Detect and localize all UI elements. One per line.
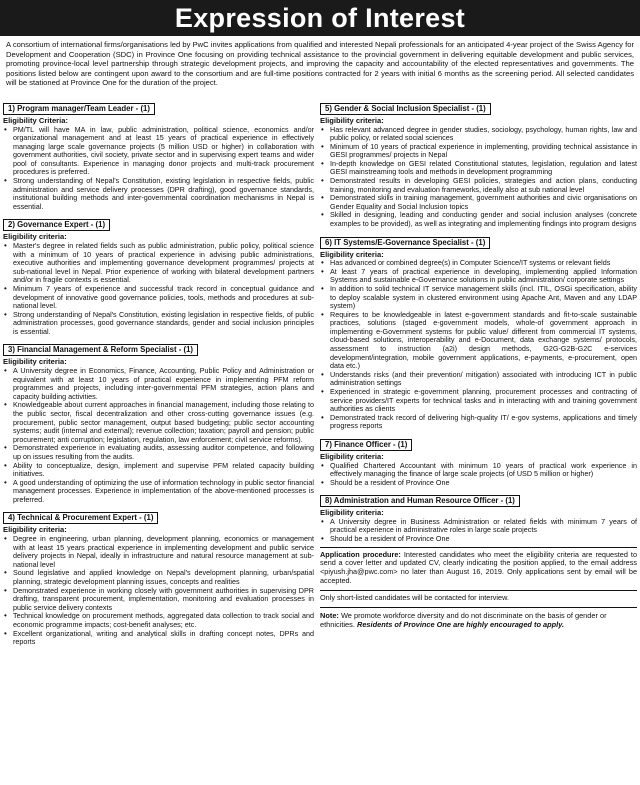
criteria-item: • A good understanding of optimizing the use of information technology in public sector financial management processes. Experience in implementation of the above-mentioned processes is preferred. <box>3 479 314 505</box>
note-label: Note: <box>320 610 339 620</box>
criteria-item: • Has relevant advanced degree in gender studies, sociology, psychology, human rights, law and public policy, or related social sciences <box>320 126 637 143</box>
criteria-item: • Degree in engineering, urban planning, development planning, economics or management with at least 15 years practical experience in implementing development and public service delivery projects in Nepal, ideally in infrastructure and natural resource management at sub-national level <box>3 535 314 569</box>
criteria-list <box>3 242 314 337</box>
criteria-list <box>3 367 314 505</box>
criteria-item: • Qualified Chartered Accountant with minimum 10 years of practical work experience in effectively managing the finance of large scale projects (of USD 5 million or higher) <box>320 462 637 479</box>
criteria-item: • Requires to be knowledgeable in latest e-government standards and fit-to-scale sustainable practices, solutions (staged e-government models, whole-of government approach in implementing e-Government systems for public value/ different from commercial IT systems, cloud-based solutions, interoperability and e-Document, data exchange systems/ protocols, assessment to instruction (a2i) design methods, G2G-G2B-G2C e-services development/integration, mobile government applications, e-payments, e-procurement, open data etc.) <box>320 311 637 371</box>
criteria-item: • Ability to conceptualize, design, implement and supervise PFM related capacity building initiatives. <box>3 462 314 479</box>
position-section <box>320 232 637 431</box>
eligibility-label: Eligibility criteria: <box>320 249 384 259</box>
criteria-item: • Demonstrated skills in training management, government authorities and civic organisations on Gender Equality and Social Inclusion topics <box>320 194 637 211</box>
eligibility-label: Eligibility criteria: <box>3 357 67 367</box>
eligibility-label: Eligibility criteria: <box>320 452 384 461</box>
position-heading: 2) Governance Expert - (1) <box>3 219 110 231</box>
application-procedure <box>320 551 637 586</box>
page-title: Expression of Interest <box>174 2 466 33</box>
position-section <box>3 98 314 211</box>
note-text: We promote workforce diversity and do not discriminate on the basis of gender or ethnicities. <box>320 610 607 629</box>
criteria-item: • Excellent organizational, writing and analytical skills in drafting concept notes, DPRs and reports <box>3 630 314 647</box>
criteria-item: • Master's degree in related fields such as public administration, public policy, political science with a minimum of 10 years of practical experience in advising public administrations, executive authorities and implementing governance development programmes/ projects at sub-national level in Nepal. Prior experience of working with bilateral development partners and/or in fragile contexts is essential. <box>3 242 314 285</box>
criteria-item: • Knowledgeable about current approaches in financial management, including those relating to the public sector, fiscal decentralization and other cross-cutting governance issues (e.g. procurement, public sector management, output based budgeting; public sector accounting systems; audit (internal and external); revenue collection; taxation; payroll and pension; public procurement; anti corruption; legislation, regulation, law enforcement; civil service reforms). <box>3 401 314 444</box>
right-sections <box>320 98 637 544</box>
criteria-item: • In addition to solid technical IT service management skills (incl. ITIL, OSGi specification, ability to deploy scalable system in clustered environment using Apache Ant, Maven and any LDAP system) <box>320 285 637 311</box>
criteria-list <box>320 259 637 431</box>
left-column <box>3 98 314 650</box>
position-heading: 7) Finance Officer - (1) <box>320 439 412 451</box>
criteria-item: • Demonstrated results in developing GESI policies, strategies and action plans, conducting training, monitoring and evaluation frameworks, ideally also at sub national level <box>320 177 637 194</box>
position-heading: 6) IT Systems/E-Governance Specialist - (1) <box>320 237 490 249</box>
shortlist-notice: Only short-listed candidates will be contacted for interview. <box>320 592 509 602</box>
criteria-item: • PM/TL will have MA in law, public administration, political science, economics and/or organizational management and at least 15 years of practical experience in effectively managing large scale governance projects (5 million USD or higher) in collaboration with government authorities, civil society, private sector and in supervising expert teams and wider pool of consultants. Experience in managing donor projects and multi-track procurement procedures is preferred. <box>3 126 314 178</box>
criteria-item: • Skilled in designing, leading and conducting gender and social inclusion analyses (concrete examples to be provided), as well as integrating and implementing findings into program designs <box>320 211 637 228</box>
position-section <box>3 339 314 504</box>
right-column <box>320 98 637 629</box>
position-heading: 1) Program manager/Team Leader - (1) <box>3 103 155 115</box>
application-procedure-text: Interested candidates who meet the eligibility criteria are requested to send a cover letter and updated CV, clearly indicating the position applied, to the email address <piyush.jha@pwc.com> no later than August 16, 2019. Only applications sent by email will be accepted. <box>320 549 637 585</box>
eligibility-label: Eligibility criteria: <box>320 116 384 125</box>
title-banner <box>0 0 640 36</box>
position-heading: 3) Financial Management & Reform Specialist - (1) <box>3 344 198 356</box>
criteria-item: • Should be a resident of Province One <box>320 535 637 544</box>
criteria-item: • At least 7 years of practical experience in developing, implementing applied Information Systems and sustainable e-Governance solutions in public administration/ corporate settings <box>320 268 637 285</box>
criteria-item: • Demonstrated track record of delivering high-quality IT/ e-gov systems, applications and timely progress reports <box>320 414 637 431</box>
criteria-list <box>320 518 637 544</box>
intro-paragraph: A consortium of international firms/organisations led by PwC invites applications from qualified and interested Nepali professionals for an anticipated 4-year project of the Swiss Agency for Development and Cooperation (SDC) in Province One focusing on providing technical assistance to the provincial government in delivering equitable development and public services, promoting province-local level partnership through strategic development projects, and improving the capacity and accountability of the elected representatives and governments. The positions listed below are contingent upon award to the consortium and are full-time positions contracted for 2 years with initial 6 months as the screening period. All selected candidates will be stationed at Province One for the duration of the project. <box>6 40 634 88</box>
eligibility-label: Eligibility criteria: <box>3 525 67 535</box>
position-section <box>320 490 637 543</box>
position-heading: 4) Technical & Procurement Expert - (1) <box>3 512 158 524</box>
criteria-item: • Strong understanding of Nepal's Constitution, existing legislation in respective fields, of public administration processes, good governance standards, gender and social inclusion principles is essential. <box>3 311 314 337</box>
criteria-list <box>3 126 314 212</box>
divider <box>320 590 637 591</box>
criteria-item: • Minimum of 10 years of practical experience in implementing, providing technical assistance in GESI programmes/ projects in Nepal <box>320 143 637 160</box>
criteria-item: • Minimum 7 years of experience and successful track record in conceptual guidance and development of innovative good governance policies, tools, methods and procedures at sub-national level. <box>3 285 314 311</box>
divider <box>320 607 637 608</box>
position-section <box>3 507 314 646</box>
criteria-item: • Should be a resident of Province One <box>320 479 637 488</box>
criteria-item: • Has advanced or combined degree(s) in Computer Science/IT systems or relevant fields <box>320 259 637 268</box>
position-section <box>320 98 637 229</box>
application-procedure-label: Application procedure: <box>320 549 401 559</box>
eligibility-label: Eligibility criteria: <box>3 232 67 242</box>
criteria-item: • A University degree in Business Administration or related fields with minimum 7 years of practical experience in administrative roles in large scale projects <box>320 518 637 535</box>
criteria-item: • Demonstrated experience in working closely with government authorities in supervising DPR drafting, transparent procurement, implementation, monitoring and evaluation processes in public service delivery contexts <box>3 587 314 613</box>
criteria-list <box>320 126 637 229</box>
position-section <box>320 434 637 487</box>
criteria-item: • In-depth knowledge on GESI related Constitutional statutes, legislation, regulation and latest GESI mainstreaming tools and methods in development programming <box>320 160 637 177</box>
divider <box>320 547 637 548</box>
criteria-item: • Strong understanding of Nepal's Constitution, existing legislation in respective fields, public administration and service delivery processes (DPR drafting), good governance standards, institutional building methods and inter-governmental coordination mechanisms in Nepal is essential. <box>3 177 314 211</box>
position-section <box>3 214 314 336</box>
position-heading: 8) Administration and Human Resource Officer - (1) <box>320 495 520 507</box>
eligibility-label: Eligibility Criteria: <box>3 116 68 125</box>
criteria-list <box>320 462 637 488</box>
criteria-item: • A University degree in Economics, Finance, Accounting, Public Policy and Administration or equivalent with at least 10 years of practical experience in implementing PFM reform programmes and projects, including inter-governmental PFM strategies, action plans and capacity building activities. <box>3 367 314 401</box>
criteria-item: • Sound legislative and applied knowledge on Nepal's development planning, urban/spatial planning, strategic development planning issues, concepts and realities <box>3 569 314 586</box>
criteria-item: • Understands risks (and their prevention/ mitigation) associated with introducing ICT in public administration settings <box>320 371 637 388</box>
criteria-item: • Experienced in strategic e-government planning, procurement processes and contracting of service providers/IT experts for technical tasks and in interacting with and training government authorities as clients <box>320 388 637 414</box>
criteria-item: • Technical knowledge on procurement methods, aggregated data collection to track social and economic programme impacts; cost-benefit analyses; etc. <box>3 612 314 629</box>
eligibility-label: Eligibility criteria: <box>320 508 384 518</box>
criteria-item: • Demonstrated experience in evaluating audits, assessing auditor competence, and following up on issues resulting from the audits. <box>3 444 314 461</box>
position-heading: 5) Gender & Social Inclusion Specialist - (1) <box>320 103 491 115</box>
note-emphasis: Residents of Province One are highly encouraged to apply. <box>356 619 565 629</box>
criteria-list <box>3 535 314 647</box>
note <box>320 611 637 629</box>
